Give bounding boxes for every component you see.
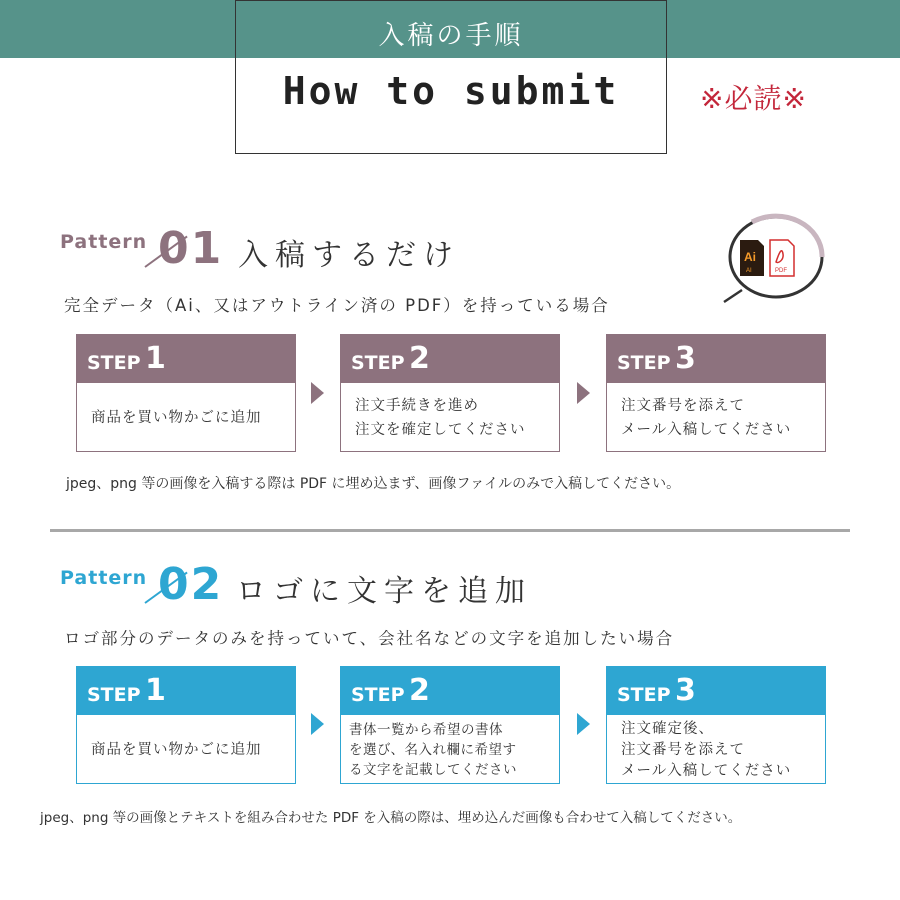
pattern2-number: 02	[158, 559, 224, 610]
arrow-right-icon	[577, 382, 590, 404]
pdf-file-icon	[770, 240, 794, 276]
title-en: How to submit	[282, 69, 620, 113]
step-word: STEP	[87, 352, 141, 374]
step-number: 3	[675, 673, 696, 708]
pattern1-step-1	[76, 334, 296, 452]
step-text: 書体一覧から希望の書体 を選び、名入れ欄に希望す る文字を記載してください	[349, 722, 517, 778]
pattern1-note: jpeg、png 等の画像を入稿する際は PDF に埋め込まず、画像ファイルのみで入稿してください。	[66, 476, 681, 492]
step-number: 2	[409, 341, 430, 376]
pattern1-description: 完全データ（Ai、又はアウトライン済の PDF）を持っている場合	[64, 296, 610, 315]
pdf-file-caption: PDF	[775, 268, 787, 274]
pattern1-title: 入稿するだけ	[238, 238, 460, 273]
pattern2-step-2	[340, 666, 560, 784]
pattern2-step-1	[76, 666, 296, 784]
pattern1-step-2	[340, 334, 560, 452]
pattern1-number: 01	[158, 223, 224, 274]
arrow-right-icon	[311, 713, 324, 735]
pattern1-step-3	[606, 334, 826, 452]
step-text: 注文確定後、 注文番号を添えて メール入稿してください	[621, 720, 792, 779]
step-word: STEP	[87, 684, 141, 706]
step-header	[607, 335, 825, 383]
step-header	[607, 667, 825, 715]
step-text: 注文番号を添えて メール入稿してください	[621, 398, 792, 438]
step-number: 3	[675, 341, 696, 376]
section-divider	[50, 529, 850, 532]
step-word: STEP	[351, 684, 405, 706]
step-number: 1	[145, 673, 166, 708]
pattern2-title: ロゴに文字を追加	[236, 574, 532, 609]
pattern2-description: ロゴ部分のデータのみを持っていて、会社名などの文字を追加したい場合	[64, 629, 675, 648]
step-number: 1	[145, 341, 166, 376]
ai-file-letters: Ai	[744, 250, 756, 264]
pattern2-step-3	[606, 666, 826, 784]
step-header	[341, 335, 559, 383]
arrow-right-icon	[577, 713, 590, 735]
pattern1-label: Pattern	[60, 231, 148, 253]
pattern2-label: Pattern	[60, 567, 148, 589]
step-word: STEP	[617, 684, 671, 706]
step-text: 商品を買い物かごに追加	[91, 742, 262, 758]
step-number: 2	[409, 673, 430, 708]
step-word: STEP	[617, 352, 671, 374]
ai-file-icon	[740, 240, 764, 276]
must-read-label: ※必読※	[700, 82, 807, 115]
step-text: 商品を買い物かごに追加	[91, 410, 262, 426]
step-header	[341, 667, 559, 715]
pattern2-note: jpeg、png 等の画像とテキストを組み合わせた PDF を入稿の際は、埋め込んだ画像も合わせて入稿してください。	[40, 810, 742, 826]
step-text: 注文手続きを進め 注文を確定してください	[355, 398, 526, 438]
ai-file-caption: AI	[746, 268, 752, 274]
file-icons	[722, 210, 832, 305]
step-header	[77, 667, 295, 715]
arrow-right-icon	[311, 382, 324, 404]
step-header	[77, 335, 295, 383]
step-word: STEP	[351, 352, 405, 374]
title-box	[235, 0, 667, 154]
title-jp: 入稿の手順	[378, 21, 524, 51]
